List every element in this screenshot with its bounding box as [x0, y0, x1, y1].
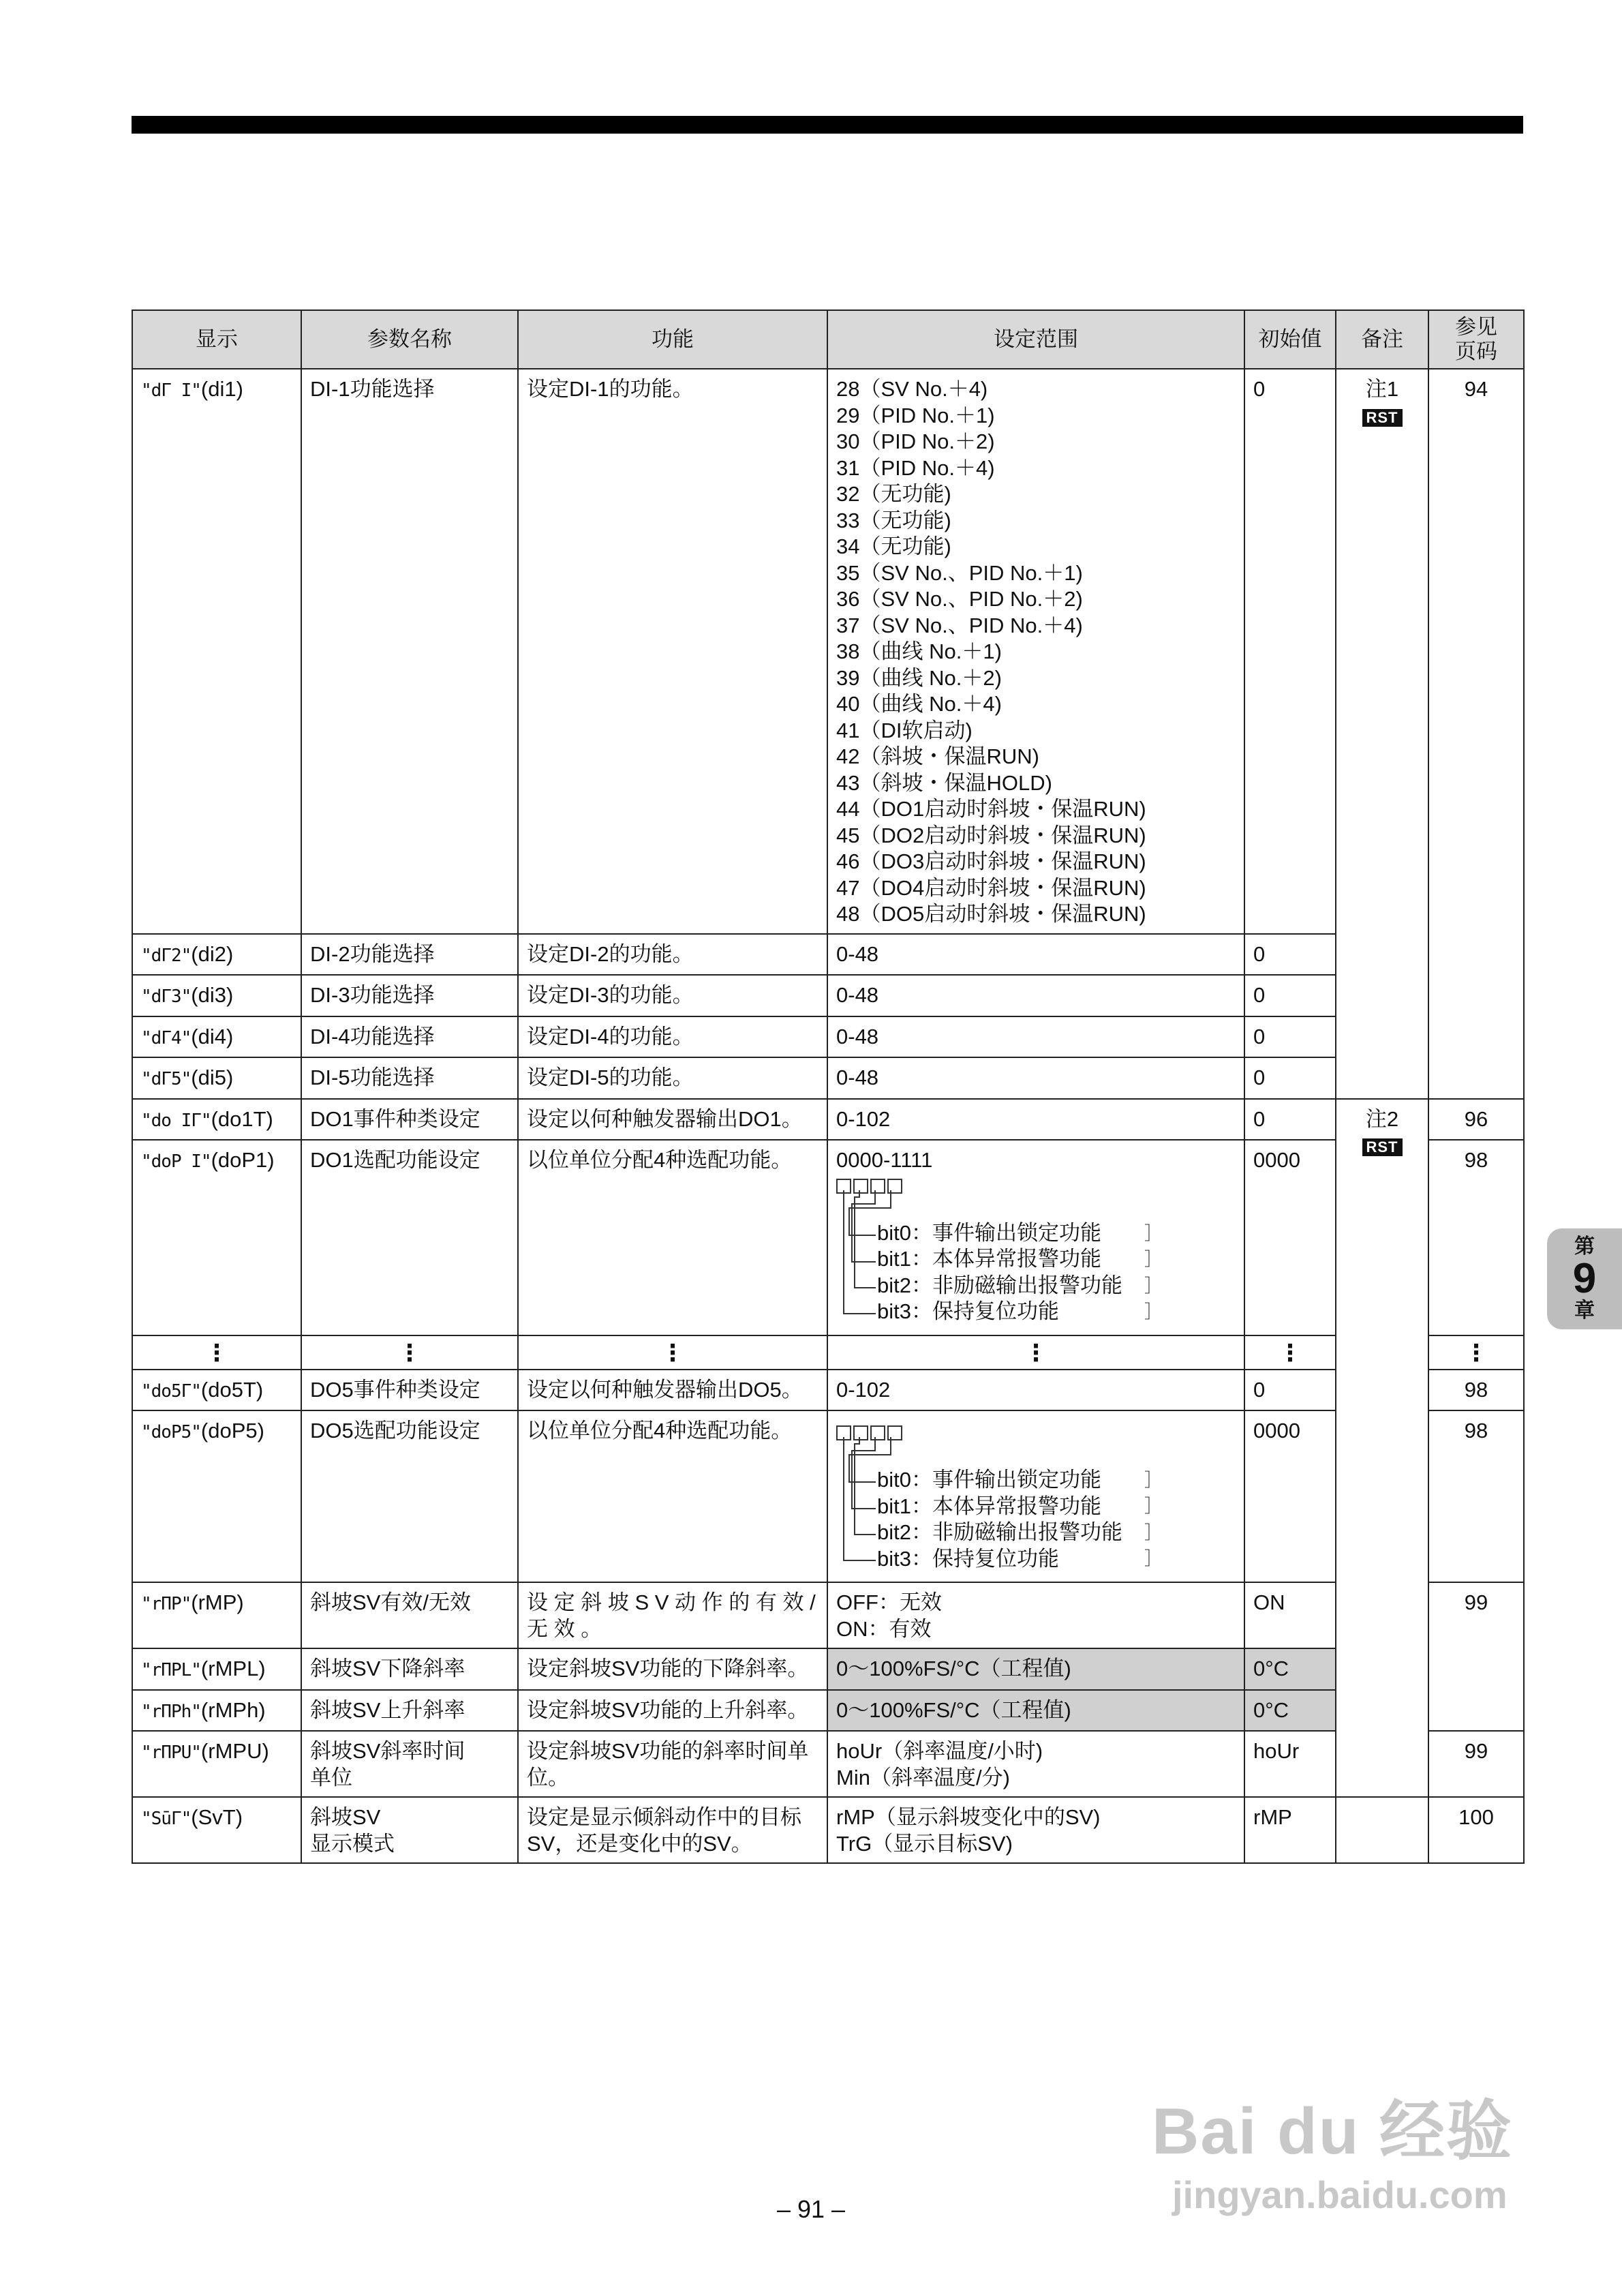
function-desc: 设定斜坡SV功能的上升斜率。 [518, 1690, 827, 1732]
page-number: – 91 – [776, 2195, 846, 2223]
function-desc: 设定以何种触发器输出DO5。 [518, 1370, 827, 1411]
display-cell: "rΠPh"(rMPh) [132, 1690, 301, 1732]
rst-badge: RST [1362, 1138, 1403, 1156]
display-cell: "dΓ5"(di5) [132, 1057, 301, 1099]
range-value: 0-48 [827, 934, 1244, 976]
initial-value: 0°C [1244, 1648, 1336, 1690]
parameter-table [132, 309, 1525, 1864]
function-desc: 设定斜坡SV功能的下降斜率。 [518, 1648, 827, 1690]
range-value: 0-102 [827, 1099, 1244, 1141]
initial-value: 0 [1244, 369, 1336, 934]
table-row [132, 975, 1524, 1016]
table-row [132, 1648, 1524, 1690]
initial-value: hoUr [1244, 1731, 1336, 1797]
header-function: 功能 [518, 310, 827, 369]
function-desc: 设定是显示倾斜动作中的目标SV，还是变化中的SV。 [518, 1797, 827, 1863]
table-row [132, 1099, 1524, 1141]
display-cell: "do IГ"(do1T) [132, 1099, 301, 1141]
display-cell: "doP I"(doP1) [132, 1140, 301, 1335]
initial-value: 0 [1244, 1370, 1336, 1411]
table-row [132, 1797, 1524, 1863]
range-value: 0～100%FS/°C（工程值) [827, 1648, 1244, 1690]
range-list: rMP（显示斜坡变化中的SV) TrG（显示目标SV) [827, 1797, 1244, 1863]
table-row [132, 1140, 1524, 1335]
rst-badge: RST [1362, 409, 1403, 427]
top-rule [132, 116, 1523, 134]
display-cell: "dΓ I"(di1) [132, 369, 301, 934]
function-desc: 以位单位分配4种选配功能。 [518, 1140, 827, 1335]
param-name: DO1事件种类设定 [301, 1099, 518, 1141]
range-value: 0-102 [827, 1370, 1244, 1411]
function-desc: 设定DI-3的功能。 [518, 975, 827, 1016]
bit-diagram: bit0：事件输出锁定功能 bit1：本体异常报警功能 bit2：非励磁输出报警功能 bit3：保持复位功能 ］ ］ ］ ］ [836, 1421, 1236, 1576]
table-row [132, 1690, 1524, 1732]
initial-value: 0 [1244, 1016, 1336, 1058]
page-ref: 96 [1428, 1099, 1524, 1141]
chapter-tab: 第 9 章 [1547, 1228, 1622, 1329]
initial-value: 0 [1244, 975, 1336, 1016]
display-cell: "rΠPU"(rMPU) [132, 1731, 301, 1797]
page-ref: 98 [1428, 1410, 1524, 1582]
header-display: 显示 [132, 310, 301, 369]
page-ref: 98 [1428, 1370, 1524, 1411]
range-cell [827, 1410, 1244, 1582]
range-value: 0-48 [827, 1057, 1244, 1099]
param-name: 斜坡SV下降斜率 [301, 1648, 518, 1690]
note-cell: 注2 RST [1336, 1099, 1428, 1798]
function-desc: 以位单位分配4种选配功能。 [518, 1410, 827, 1582]
page-ref: 98 [1428, 1140, 1524, 1335]
param-name: DI-3功能选择 [301, 975, 518, 1016]
range-value: 0-48 [827, 975, 1244, 1016]
param-name: DI-1功能选择 [301, 369, 518, 934]
display-cell: "doP5"(doP5) [132, 1410, 301, 1582]
function-desc: 设定DI-1的功能。 [518, 369, 827, 934]
param-name: 斜坡SV 显示模式 [301, 1797, 518, 1863]
param-name: DO1选配功能设定 [301, 1140, 518, 1335]
table-row [132, 1410, 1524, 1582]
watermark: Bai du 经验 jingyan.baidu.com [1152, 2095, 1514, 2216]
header-param-name: 参数名称 [301, 310, 518, 369]
range-list: 28（SV No.＋4) 29（PID No.＋1) 30（PID No.＋2) 31（PID No.＋4) 32（无功能) 33（无功能) 34（无功能) 35（SV No.、PID No.＋1) 36（SV No.、PID No.＋2) 37（SV No.、PID No.＋4) 38（曲线 No.＋1) 39（曲线 No.＋2) 40（曲线 No.＋4) 41（DI软启动) 42（斜坡・保温RUN) 43（斜坡・保温HOLD) 44（DO1启动时斜坡・保温RUN) 45（DO2启动时斜坡・保温RUN) 46（DO3启动时斜坡・保温RUN) 47（DO4启动时斜坡・保温RUN) 48（DO5启动时斜坡・保温RUN) [827, 369, 1244, 934]
param-name: 斜坡SV有效/无效 [301, 1582, 518, 1648]
range-list: OFF：无效 ON：有效 [827, 1582, 1244, 1648]
page-ref: 94 [1428, 369, 1524, 1099]
page-ref: 99 [1428, 1731, 1524, 1797]
header-note: 备注 [1336, 310, 1428, 369]
range-value: 0-48 [827, 1016, 1244, 1058]
param-name: DI-2功能选择 [301, 934, 518, 976]
display-cell: "rΠPL"(rMPL) [132, 1648, 301, 1690]
header-page: 参见 页码 [1428, 310, 1524, 369]
table-row [132, 1370, 1524, 1411]
param-name: DO5选配功能设定 [301, 1410, 518, 1582]
initial-value: 0 [1244, 1057, 1336, 1099]
function-desc: 设定DI-2的功能。 [518, 934, 827, 976]
table-row [132, 1731, 1524, 1797]
display-cell: "rΠP"(rMP) [132, 1582, 301, 1648]
param-name: DI-5功能选择 [301, 1057, 518, 1099]
initial-value: ON [1244, 1582, 1336, 1648]
table-row [132, 369, 1524, 934]
display-cell: "do5Г"(do5T) [132, 1370, 301, 1411]
page-ref: 99 [1428, 1582, 1524, 1731]
display-cell: "dΓ2"(di2) [132, 934, 301, 976]
display-cell: "dΓ4"(di4) [132, 1016, 301, 1058]
function-desc: 设定斜坡SV功能的斜率时间单位。 [518, 1731, 827, 1797]
note-cell [1336, 1797, 1428, 1863]
param-name: DO5事件种类设定 [301, 1370, 518, 1411]
function-desc: 设定DI-5的功能。 [518, 1057, 827, 1099]
table-row [132, 1016, 1524, 1058]
initial-value: 0°C [1244, 1690, 1336, 1732]
param-name: 斜坡SV上升斜率 [301, 1690, 518, 1732]
param-name: 斜坡SV斜率时间 单位 [301, 1731, 518, 1797]
function-desc: 设 定 斜 坡 S V 动 作 的 有 效 / 无 效 。 [518, 1582, 827, 1648]
initial-value: 0000 [1244, 1140, 1336, 1335]
display-cell: "dΓ3"(di3) [132, 975, 301, 1016]
initial-value: 0000 [1244, 1410, 1336, 1582]
display-cell: "SūГ"(SvT) [132, 1797, 301, 1863]
page-ref: 100 [1428, 1797, 1524, 1863]
param-name: DI-4功能选择 [301, 1016, 518, 1058]
ellipsis-row: ⋮ ⋮ ⋮ ⋮ ⋮ ⋮ [132, 1335, 1524, 1370]
initial-value: rMP [1244, 1797, 1336, 1863]
range-value: 0～100%FS/°C（工程值) [827, 1690, 1244, 1732]
header-initial: 初始值 [1244, 310, 1336, 369]
bit-diagram: bit0：事件输出锁定功能 bit1：本体异常报警功能 bit2：非励磁输出报警功能 bit3：保持复位功能 ］ ］ ］ ］ [836, 1174, 1236, 1329]
table-header [132, 310, 1524, 369]
table-row [132, 1582, 1524, 1648]
range-cell: 0000-1111 bit0：事件输出锁定功能 bit1：本体异常报警功能 bit2：非励磁输出报警功能 bit3：保持复位功能 ］ ］ ］ ］ [827, 1140, 1244, 1335]
range-list: hoUr（斜率温度/小时) Min（斜率温度/分) [827, 1731, 1244, 1797]
note-cell: 注1 RST [1336, 369, 1428, 1099]
function-desc: 设定以何种触发器输出DO1。 [518, 1099, 827, 1141]
table-row [132, 1057, 1524, 1099]
initial-value: 0 [1244, 934, 1336, 976]
header-range: 设定范围 [827, 310, 1244, 369]
table-row [132, 934, 1524, 976]
function-desc: 设定DI-4的功能。 [518, 1016, 827, 1058]
initial-value: 0 [1244, 1099, 1336, 1141]
